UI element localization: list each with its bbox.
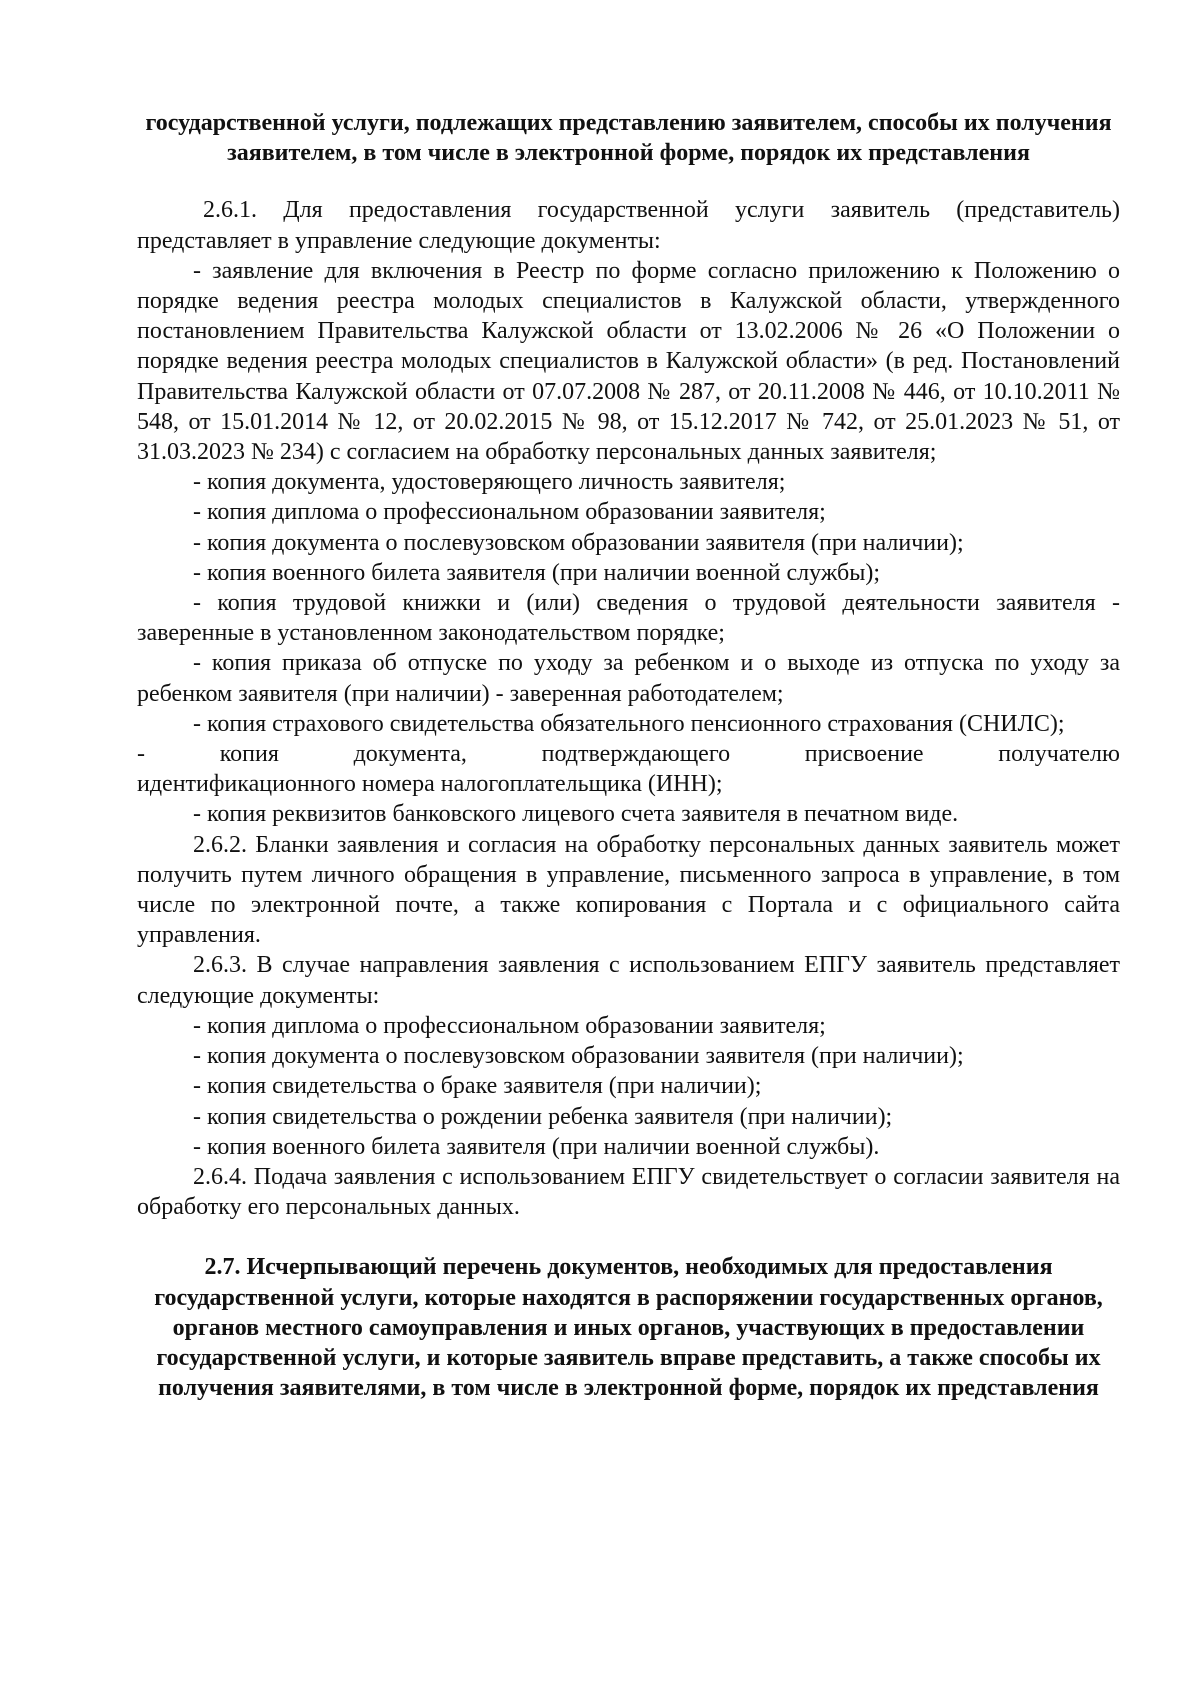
list-item: - копия трудовой книжки и (или) сведения о трудовой деятельности заявителя - заверенные в установленном законодательством порядке; — [137, 590, 1120, 647]
paragraph-2-6-1: 2.6.1. Для предоставления государственной услуги заявитель (представитель) представляет в управление следующие документы: — [137, 197, 1120, 254]
paragraph-2-6-4: 2.6.4. Подача заявления с использованием ЕПГУ свидетельствует о согласии заявителя на обработку его персональных данных. — [137, 1163, 1120, 1221]
document-page — [137, 108, 1120, 1403]
list-item: - копия реквизитов банковского лицевого счета заявителя в печатном виде. — [193, 801, 959, 828]
inn-item-first-line — [137, 739, 1120, 769]
paragraph-2-6-2: 2.6.2. Бланки заявления и согласия на обработку персональных данных заявитель может получить путем личного обращения в управление, письменного запроса в управление, в том числе по электронной почте, а также копирования с Портала и с официального сайта управления. — [137, 831, 1120, 949]
list-item-inn — [137, 739, 1120, 799]
list-item: - копия военного билета заявителя (при наличии военной службы); — [193, 559, 881, 586]
list-item: - копия приказа об отпуске по уходу за ребенком и о выходе из отпуска по уходу за ребенком заявителя (при наличии) - заверенная работодателем; — [137, 650, 1120, 707]
list-item: - копия документа о послевузовском образовании заявителя (при наличии); — [193, 529, 964, 556]
list-item: - копия документа, удостоверяющего личность заявителя; — [193, 469, 786, 496]
list-item: - заявление для включения в Реестр по форме согласно приложению к Положению о порядке ведения реестра молодых специалистов в Калужской области, утвержденного постановлением Правительства Калужской области от 13.02.2006 № 26 «О Положении о порядке ведения реестра молодых специалистов в Калужской области» (в ред. Постановлений Правительства Калужской области от 07.07.2008 № 287, от 20.11.2008 № 446, от 10.10.2011 № 548, от 15.01.2014 № 12, от 20.02.2015 № 98, от 15.12.2017 № 742, от 25.01.2023 № 51, от 31.03.2023 № 234) с согласием на обработку персональных данных заявителя; — [137, 257, 1120, 466]
section-heading-2-7: 2.7. Исчерпывающий перечень документов, необходимых для предоставления государственной услуги, которые находятся в распоряжении государственных органов, органов местного самоуправления и иных органов, участвующих в предоставлении государственной услуги, и которые заявитель вправе представить, а также способы их получения заявителями, в том числе в электронной форме, порядок их представления — [154, 1254, 1103, 1402]
inn-word: подтверждающего — [541, 741, 731, 768]
inn-item-rest: идентификационного номера налогоплательщика (ИНН); — [137, 771, 723, 798]
inn-word: получателю — [998, 741, 1120, 768]
list-item: - копия диплома о профессиональном образовании заявителя; — [193, 1012, 826, 1039]
list-item: - копия свидетельства о рождении ребенка заявителя (при наличии); — [193, 1103, 893, 1130]
section-heading-continued: государственной услуги, подлежащих представлению заявителем, способы их получения заявителем, в том числе в электронной форме, порядок их представления — [145, 110, 1112, 167]
list-item: - копия военного билета заявителя (при наличии военной службы). — [193, 1133, 880, 1160]
inn-word: копия — [219, 741, 279, 768]
list-item: - копия свидетельства о браке заявителя (при наличии); — [193, 1073, 762, 1100]
inn-word: - — [137, 741, 145, 768]
list-item: - копия страхового свидетельства обязательного пенсионного страхования (СНИЛС); — [193, 710, 1065, 737]
inn-word: документа, — [353, 741, 467, 768]
list-item: - копия диплома о профессиональном образовании заявителя; — [193, 499, 826, 526]
inn-word: присвоение — [804, 741, 924, 768]
list-item: - копия документа о послевузовском образовании заявителя (при наличии); — [193, 1043, 964, 1070]
paragraph-2-6-3: 2.6.3. В случае направления заявления с использованием ЕПГУ заявитель представляет следующие документы: — [137, 952, 1120, 1009]
